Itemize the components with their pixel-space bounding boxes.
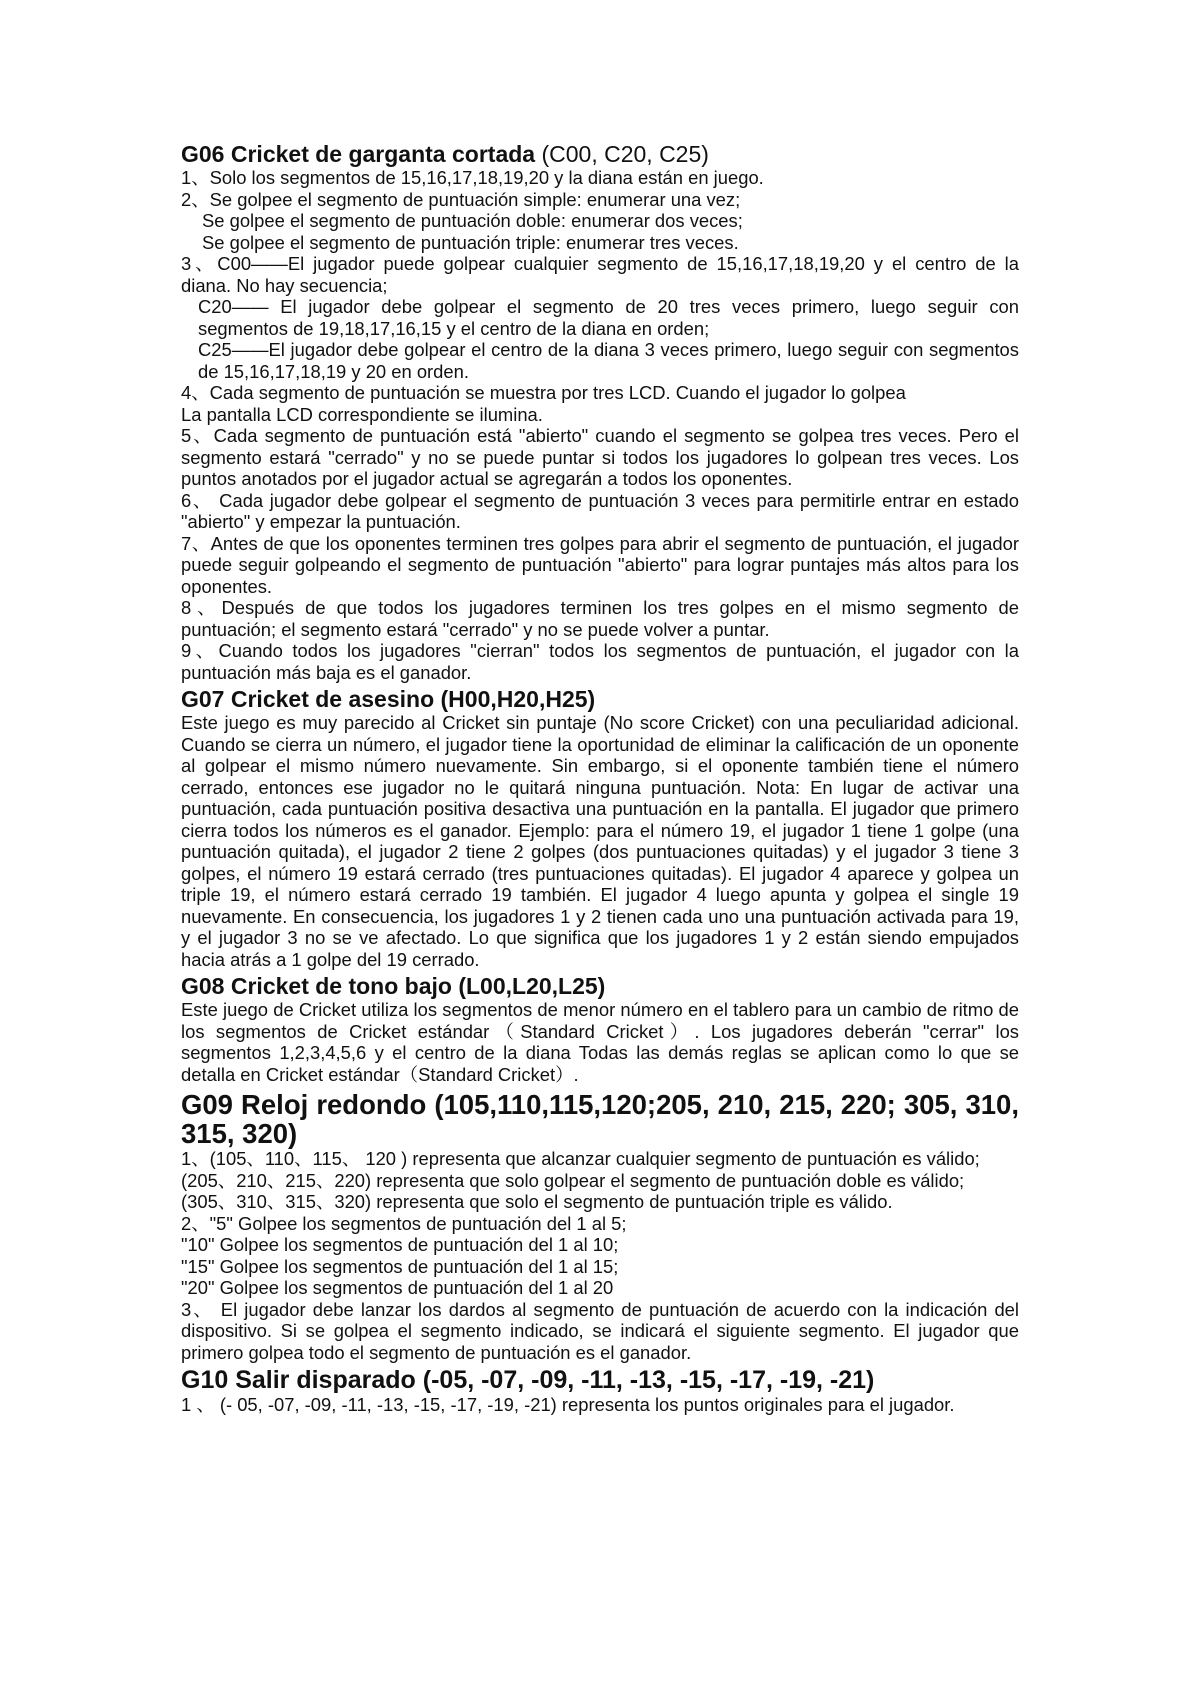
section-g06 bbox=[181, 141, 1019, 683]
section-g10 bbox=[181, 1366, 1019, 1416]
section-title: G10 Salir disparado (-05, -07, -09, -11, -13, -15, -17, -19, -21) bbox=[181, 1366, 875, 1394]
section-g08 bbox=[181, 973, 1019, 1085]
rule-subitem: C20—— El jugador debe golpear el segmento de 20 tres veces primero, luego seguir con segmentos de 19,18,17,16,15 y el centro de la diana en orden; bbox=[198, 296, 1019, 339]
section-body: Este juego es muy parecido al Cricket sin puntaje (No score Cricket) con una peculiaridad adicional. Cuando se cierra un número, el jugador tiene la oportunidad de eliminar la calificación de un oponente al golpear el mismo número nuevamente. Sin embargo, si el oponente también tiene el número cerrado, entonces ese jugador no le quitará ninguna puntuación. Nota: En lugar de activar una puntuación, cada puntuación positiva desactiva una puntuación en la pantalla. El jugador que primero cierra todos los números es el ganador. Ejemplo: para el número 19, el jugador 1 tiene 1 golpe (una puntuación quitada), el jugador 2 tiene 2 golpes (dos puntuaciones quitadas) y el jugador 3 tiene 3 golpes, el número 19 estará cerrado (tres puntuaciones quitadas). El jugador 4 aparece y golpea un triple 19, el número estará cerrado 19 también. El jugador 4 luego apunta y golpea el single 19 nuevamente. En consecuencia, los jugadores 1 y 2 tienen cada uno una puntuación activada para 19, y el jugador 3 no se ve afectado. Lo que significa que los jugadores 1 y 2 están siendo empujados hacia atrás a 1 golpe del 19 cerrado. bbox=[181, 712, 1019, 970]
rule-subitem: Se golpee el segmento de puntuación doble: enumerar dos veces; bbox=[202, 210, 743, 231]
rule-item: "15" Golpee los segmentos de puntuación del 1 al 15; bbox=[181, 1255, 619, 1277]
rule-subitem: Se golpee el segmento de puntuación triple: enumerar tres veces. bbox=[202, 231, 739, 253]
document-page bbox=[181, 141, 1019, 1416]
rule-item: 9、Cuando todos los jugadores "cierran" todos los segmentos de puntuación, el jugador con la puntuación más baja es el ganador. bbox=[181, 640, 1019, 683]
rule-item: 2、"5" Golpee los segmentos de puntuación del 1 al 5; bbox=[181, 1212, 627, 1234]
rule-item: "10" Golpee los segmentos de puntuación del 1 al 10; bbox=[181, 1234, 619, 1255]
title-text: G06 Cricket de garganta cortada bbox=[181, 141, 542, 167]
rule-item: 1 、 (- 05, -07, -09, -11, -13, -15, -17, -19, -21) representa los puntos originales para el jugador. bbox=[181, 1394, 955, 1415]
rule-item: 1、Solo los segmentos de 15,16,17,18,19,20 y la diana están en juego. bbox=[181, 167, 764, 188]
rule-item: (305、310、315、320) representa que solo el segmento de puntuación triple es válido. bbox=[181, 1191, 893, 1212]
section-title: G09 Reloj redondo (105,110,115,120;205, 210, 215, 220; 305, 310, 315, 320) bbox=[181, 1089, 1019, 1149]
rule-item: 4、Cada segmento de puntuación se muestra por tres LCD. Cuando el jugador lo golpea bbox=[181, 382, 906, 403]
rule-item: 3、C00——El jugador puede golpear cualquier segmento de 15,16,17,18,19,20 y el centro de la diana. No hay secuencia; bbox=[181, 253, 1019, 296]
rule-item: 2、Se golpee el segmento de puntuación simple: enumerar una vez; bbox=[181, 188, 741, 210]
rule-item: "20" Golpee los segmentos de puntuación del 1 al 20 bbox=[181, 1277, 614, 1298]
section-title bbox=[181, 141, 1019, 167]
rule-item: 5、Cada segmento de puntuación está "abierto" cuando el segmento se golpea tres veces. Pero el segmento estará "cerrado" y no se puede puntar si todos los jugadores lo golpean tres veces. Los puntos anotados por el jugador actual se agregarán a todos los oponentes. bbox=[181, 425, 1019, 489]
section-body: Este juego de Cricket utiliza los segmentos de menor número en el tablero para un cambio de ritmo de los segmentos de Cricket estándar（Standard Cricket）. Los jugadores deberán "cerrar" los segmentos 1,2,3,4,5,6 y el centro de la diana Todas las demás reglas se aplican como lo que se detalla en Cricket estándar（Standard Cricket）. bbox=[181, 999, 1019, 1085]
section-g09 bbox=[181, 1090, 1019, 1363]
rule-item: 7、Antes de que los oponentes terminen tres golpes para abrir el segmento de puntuación, el jugador puede seguir golpeando el segmento de puntuación "abierto" para lograr puntajes más altos para los oponentes. bbox=[181, 532, 1019, 597]
rule-item: 6、 Cada jugador debe golpear el segmento de puntuación 3 veces para permitirle entrar en estado "abierto" y empezar la puntuación. bbox=[181, 489, 1019, 532]
section-g07 bbox=[181, 686, 1019, 970]
rule-item: 1、(105、110、115、 120 ) representa que alcanzar cualquier segmento de puntuación es válido; bbox=[181, 1148, 980, 1169]
rule-item: 3、 El jugador debe lanzar los dardos al segmento de puntuación de acuerdo con la indicación del dispositivo. Si se golpea el segmento indicado, se indicará el siguiente segmento. El jugador que primero golpea todo el segmento de puntuación es el ganador. bbox=[181, 1298, 1019, 1363]
title-modes: (C00, C20, C25) bbox=[541, 141, 709, 167]
rule-item: (205、210、215、220) representa que solo golpear el segmento de puntuación doble es válido; bbox=[181, 1169, 965, 1191]
section-title: G07 Cricket de asesino (H00,H20,H25) bbox=[181, 686, 596, 712]
section-title: G08 Cricket de tono bajo (L00,L20,L25) bbox=[181, 973, 606, 999]
rule-item: La pantalla LCD correspondiente se ilumina. bbox=[181, 403, 543, 425]
rule-item: 8、Después de que todos los jugadores terminen los tres golpes en el mismo segmento de puntuación; el segmento estará "cerrado" y no se puede volver a puntar. bbox=[181, 597, 1019, 640]
rule-subitem: C25——El jugador debe golpear el centro de la diana 3 veces primero, luego seguir con segmentos de 15,16,17,18,19 y 20 en orden. bbox=[198, 339, 1019, 382]
